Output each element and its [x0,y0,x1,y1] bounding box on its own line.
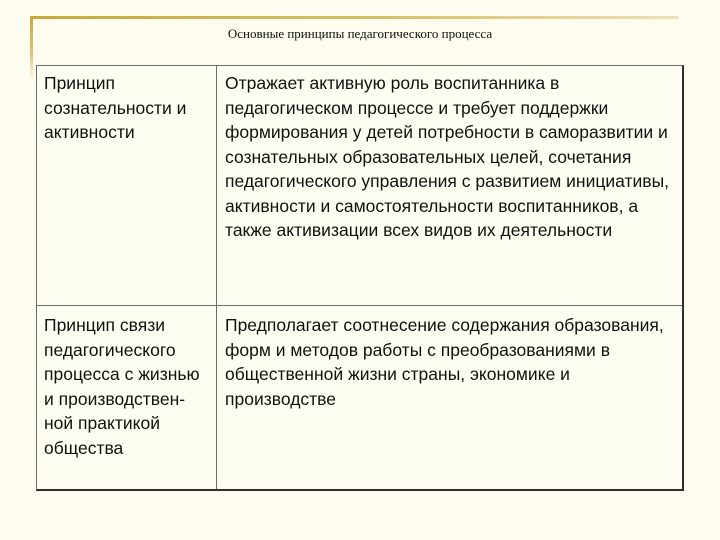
table-row [37,306,682,490]
principle-name-cell: Принцип сознательности и активности [37,66,217,306]
page-title: Основные принципы педагогического процесса [227,26,493,41]
principles-table [36,65,684,491]
table-row [37,66,682,306]
principle-description-cell: Предполагает соотнесение содержания образования, форм и методов работы с преобразованиями в общественной жизни страны, экономике и производстве [225,315,664,409]
principle-description-cell: Отражает активную роль воспитанника в педагогическом процессе и требует поддержки формирования у детей потребности в саморазвитии и сознательных образовательных целей, сочетания педагогического управления с развитием инициативы, активности и самостоятельности воспитанников, а также активизации всех видов их деятельности [217,66,683,306]
principle-name-cell: Принцип связи педагогического процесса с жизнью и производствен- ной практикой общества [37,306,217,490]
decorative-corner-top [30,16,678,19]
